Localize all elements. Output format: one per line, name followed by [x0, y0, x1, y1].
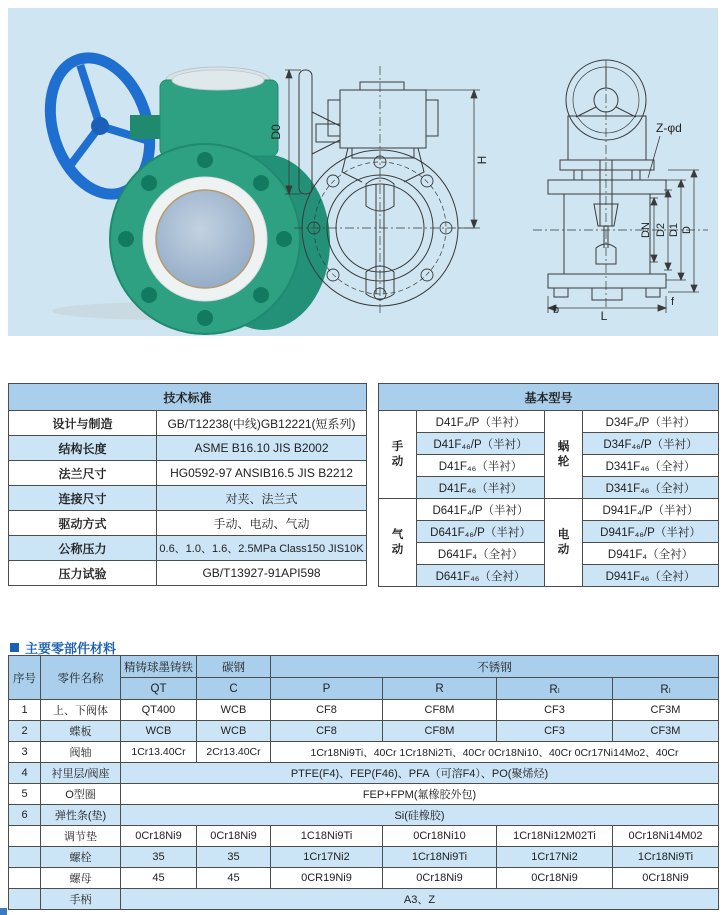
tech-standards-title: 技术标准: [9, 384, 367, 411]
cell: 1Cr13.40Cr: [121, 742, 197, 763]
cell: CF3: [497, 721, 613, 742]
table-row: [9, 784, 719, 805]
row-label: 法兰尺寸: [9, 461, 157, 486]
cell: WCB: [197, 700, 271, 721]
model-cell: D41F₄₆（半衬）: [417, 477, 545, 499]
cell: CF3M: [613, 721, 719, 742]
cell-no: 5: [9, 784, 41, 805]
cell: CF8M: [383, 721, 497, 742]
table-row: [9, 742, 719, 763]
row-label: 公称压力: [9, 536, 157, 561]
model-cell: D641F₄（全衬）: [417, 543, 545, 565]
row-value: 对夹、法兰式: [157, 486, 367, 511]
cell: 35: [197, 847, 271, 868]
model-cell: D641F₄₆/P（半衬）: [417, 521, 545, 543]
cell: 45: [121, 868, 197, 889]
cell: 1Cr18Ni9Ti: [383, 847, 497, 868]
header-sub-rl1: Rₗ: [497, 678, 613, 700]
dim-label-z-phid: Z-φd: [656, 121, 682, 135]
table-row: [9, 847, 719, 868]
header-no: 序号: [9, 656, 41, 700]
row-value: GB/T13927-91API598: [157, 561, 367, 586]
dim-label-dn: DN: [640, 222, 652, 238]
dim-label-f: f: [671, 296, 675, 308]
model-cell: D941F₄/P（半衬）: [583, 499, 719, 521]
dim-label-d2: D2: [655, 222, 667, 238]
cell-merged-stainless: 1Cr18Ni9Ti、40Cr 1Cr18Ni2Ti、40Cr 0Cr18Ni10、40Cr 0Cr17Ni14Mo2、40Cr: [271, 742, 719, 763]
table-row: [9, 826, 719, 847]
cell-part-name: 螺栓: [41, 847, 121, 868]
group-label-worm: 蜗轮: [545, 411, 583, 499]
row-label: 连接尺寸: [9, 486, 157, 511]
table-row: [9, 763, 719, 784]
cell: 0Cr18Ni10: [383, 826, 497, 847]
cell: CF8M: [383, 700, 497, 721]
square-bullet-icon: [10, 643, 19, 652]
cell-no: [9, 889, 41, 910]
table-row: [9, 889, 719, 910]
cell: CF3M: [613, 700, 719, 721]
dim-h: [426, 90, 480, 228]
header-group-stainless: 不锈钢: [271, 656, 719, 678]
cell: 1Cr17Ni2: [271, 847, 383, 868]
cell-part-name: 阀轴: [41, 742, 121, 763]
tech-standards-table: [8, 383, 367, 586]
model-cell: D941F₄（全衬）: [583, 543, 719, 565]
row-value: ASME B16.10 JIS B2002: [157, 436, 367, 461]
row-label: 设计与制造: [9, 411, 157, 436]
basic-models-title: 基本型号: [379, 384, 719, 411]
cell-part-name: 衬里层/阀座: [41, 763, 121, 784]
cell: WCB: [197, 721, 271, 742]
row-label: 驱动方式: [9, 511, 157, 536]
cell: 35: [121, 847, 197, 868]
row-value: 手动、电动、气动: [157, 511, 367, 536]
header-sub-c: C: [197, 678, 271, 700]
header-sub-r: R: [383, 678, 497, 700]
row-label: 结构长度: [9, 436, 157, 461]
dim-label-l: L: [600, 309, 608, 323]
cell: 0Cr18Ni14M02: [613, 826, 719, 847]
cell: 0Cr18Ni9: [121, 826, 197, 847]
group-label-pneumatic: 气动: [379, 499, 417, 587]
cell: 1Cr18Ni12M02Ti: [497, 826, 613, 847]
basic-models-table: [378, 383, 719, 587]
header-sub-p: P: [271, 678, 383, 700]
cell: 45: [197, 868, 271, 889]
header-group-qt: 精铸球墨铸铁: [121, 656, 197, 678]
model-cell: D34F₄/P（半衬）: [583, 411, 719, 433]
row-value: 0.6、1.0、1.6、2.5MPa Class150 JIS10K: [157, 536, 367, 561]
cell-no: 2: [9, 721, 41, 742]
cell-no: [9, 826, 41, 847]
dim-label-d0: D0: [269, 124, 283, 140]
model-cell: D941F₄₆（全衬）: [583, 565, 719, 587]
section-title-text: 主要零部件材料: [25, 641, 117, 656]
cell: 0Cr18Ni9: [197, 826, 271, 847]
cell: CF8: [271, 700, 383, 721]
cell: 2Cr13.40Cr: [197, 742, 271, 763]
cell-part-name: O型圈: [41, 784, 121, 805]
header-sub-rl2: Rₗ: [613, 678, 719, 700]
dim-label-h: H: [475, 155, 489, 165]
cell-no: 6: [9, 805, 41, 826]
cell-merged-all: Si(硅橡胶): [121, 805, 719, 826]
drawings-panel: [8, 8, 718, 336]
cell: WCB: [121, 721, 197, 742]
cell-part-name: 弹性条(垫): [41, 805, 121, 826]
cell: 1Cr18Ni9Ti: [613, 847, 719, 868]
cell-no: 3: [9, 742, 41, 763]
model-cell: D341F₄₆（全衬）: [583, 455, 719, 477]
cell-no: 1: [9, 700, 41, 721]
valve-drawings: [8, 8, 718, 336]
materials-table: [8, 655, 719, 910]
table-row: [9, 721, 719, 742]
header-group-carbon-steel: 碳钢: [197, 656, 271, 678]
model-cell: D941F₄₆/P（半衬）: [583, 521, 719, 543]
cell: 1C18Ni9Ti: [271, 826, 383, 847]
group-label-manual: 手动: [379, 411, 417, 499]
model-cell: D41F₄/P（半衬）: [417, 411, 545, 433]
model-cell: D341F₄₆（全衬）: [583, 477, 719, 499]
cell-no: 4: [9, 763, 41, 784]
cell-part-name: 上、下阀体: [41, 700, 121, 721]
dim-label-b: b: [553, 304, 560, 316]
cell: CF8: [271, 721, 383, 742]
cell-merged-all: PTFE(F4)、FEP(F46)、PFA（可溶F4）、PO(聚烯烃): [121, 763, 719, 784]
cell: CF3: [497, 700, 613, 721]
model-cell: D41F₄₆（半衬）: [417, 455, 545, 477]
dim-label-d1: D1: [668, 222, 680, 238]
model-cell: D641F₄/P（半衬）: [417, 499, 545, 521]
model-cell: D41F₄₆/P（半衬）: [417, 433, 545, 455]
valve-disc: [156, 190, 254, 288]
cell-part-name: 蝶板: [41, 721, 121, 742]
cell: 0CR19Ni9: [271, 868, 383, 889]
valve-photo-illustration: [34, 45, 330, 334]
cell: 0Cr18Ni9: [383, 868, 497, 889]
cell-part-name: 手柄: [41, 889, 121, 910]
model-cell: D34F₄₆/P（半衬）: [583, 433, 719, 455]
side-view-drawing: [533, 60, 708, 323]
group-label-electric: 电动: [545, 499, 583, 587]
row-value: HG0592-97 ANSIB16.5 JIS B2212: [157, 461, 367, 486]
row-value: GB/T12238(中线)GB12221(短系列): [157, 411, 367, 436]
model-cell: D641F₄₆（全衬）: [417, 565, 545, 587]
cell-part-name: 螺母: [41, 868, 121, 889]
header-sub-qt: QT: [121, 678, 197, 700]
page-corner-mark: [0, 908, 7, 915]
cell-merged-all: FEP+FPM(氟橡胶外包): [121, 784, 719, 805]
table-row: [9, 868, 719, 889]
table-row: [9, 805, 719, 826]
cell-no: [9, 847, 41, 868]
cell-part-name: 调节垫: [41, 826, 121, 847]
cell-merged-all: A3、Z: [121, 889, 719, 910]
cell: 1Cr17Ni2: [497, 847, 613, 868]
cell: 0Cr18Ni9: [497, 868, 613, 889]
cell-no: [9, 868, 41, 889]
cell: 0Cr18Ni9: [613, 868, 719, 889]
cell: QT400: [121, 700, 197, 721]
table-row: [9, 700, 719, 721]
row-label: 压力试验: [9, 561, 157, 586]
dim-label-d: D: [681, 226, 693, 234]
header-part-name: 零件名称: [41, 656, 121, 700]
